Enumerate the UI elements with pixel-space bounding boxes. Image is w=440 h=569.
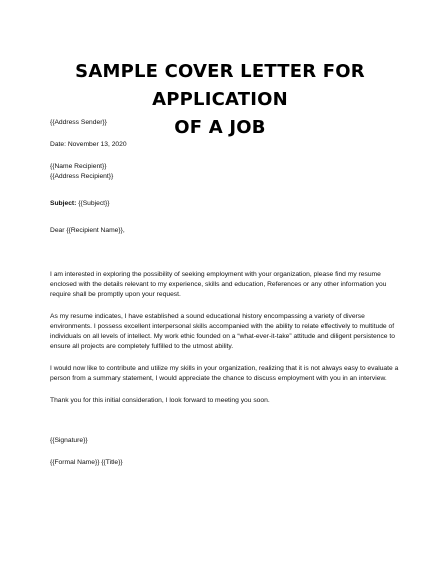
paragraph-3: I would now like to contribute and utilize my skills in your organization, realizing that it is not always easy to evaluate a person from a summary statement, I would appreciate the chance to discuss employment with you in an interview. bbox=[50, 365, 399, 382]
paragraph-4: Thank you for this initial consideration, I look forward to meeting you soon. bbox=[50, 397, 270, 404]
salutation: Dear {{Recipient Name}}, bbox=[50, 227, 125, 234]
formal-name-title: {{Formal Name}} {{Title}} bbox=[50, 459, 123, 466]
paragraph-1: I am interested in exploring the possibility of seeking employment with your organization, please find my resume enclosed with the details relevant to my experience, skills and education, References or any other information you require shall be promptly upon your request. bbox=[50, 271, 387, 298]
title-line-1: SAMPLE COVER LETTER FOR APPLICATION bbox=[75, 61, 365, 110]
subject-line bbox=[50, 199, 400, 209]
letter-body bbox=[50, 118, 400, 468]
subject-value: {{Subject}} bbox=[76, 200, 110, 207]
paragraph-2: As my resume indicates, I have established a sound educational history encompassing a variety of diverse environments. I possess excellent interpersonal skills accompanied with the ability to relate effectively to multitude of individuals on all levels of intellect. My work ethic founded on a “what-ever-it-take” attitude and diligent persistence to ensure all projects are completely fulfilled to the utmost ability. bbox=[50, 313, 395, 350]
address-sender: {{Address Sender}} bbox=[50, 119, 107, 126]
recipient-name: {{Name Recipient}} bbox=[50, 163, 107, 170]
signature: {{Signature}} bbox=[50, 437, 88, 444]
letter-date: Date: November 13, 2020 bbox=[50, 141, 127, 148]
title-line-2: OF A JOB bbox=[174, 117, 266, 138]
subject-label: Subject: bbox=[50, 200, 77, 207]
recipient-address: {{Address Recipient}} bbox=[50, 173, 114, 180]
